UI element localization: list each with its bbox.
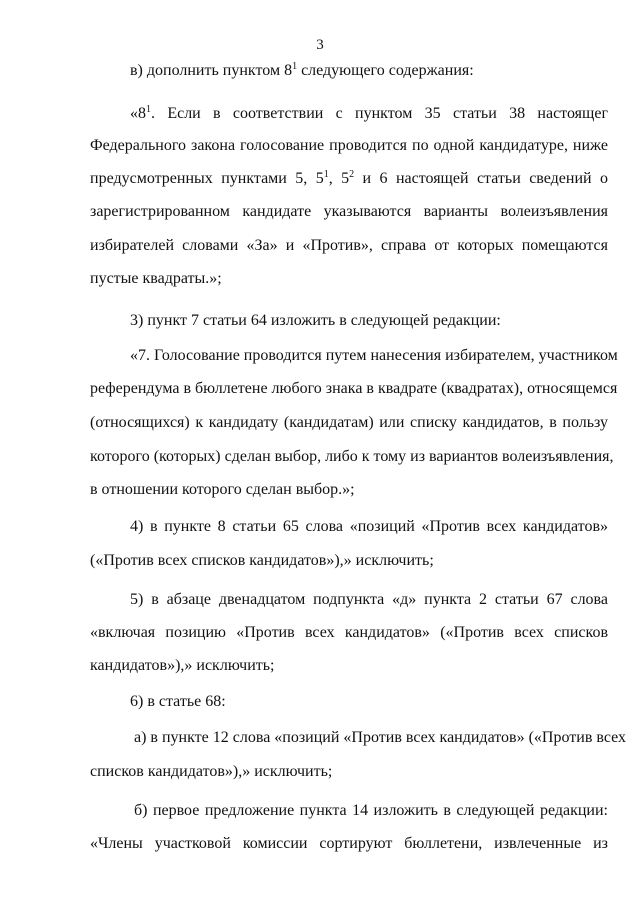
superscript: 1 — [146, 104, 151, 115]
text-line — [134, 728, 627, 748]
superscript: 1 — [323, 169, 329, 180]
text-line — [90, 269, 222, 289]
text-line — [90, 480, 355, 500]
text-run: пустые квадраты.»; — [90, 270, 222, 287]
text-run: «включая позицию «Против всех кандидатов» («Против всех списков — [90, 624, 608, 641]
text-run: 3) пункт 7 статьи 64 изложить в следующей редакции: — [130, 312, 501, 329]
text-line — [90, 656, 275, 676]
text-line — [90, 623, 608, 643]
text-line — [90, 236, 608, 256]
text-run: . Если в соответствии с пунктом 35 статьи 38 настоящег — [151, 105, 608, 122]
text-run: в отношении которого сделан выбор.»; — [90, 481, 355, 498]
text-line — [130, 61, 474, 81]
superscript: 2 — [349, 169, 355, 180]
text-line — [130, 346, 618, 366]
text-run: следующего содержания: — [297, 62, 474, 79]
text-line — [90, 202, 608, 222]
text-run: 5) в абзаце двенадцатом подпункта «д» пункта 2 статьи 67 слова — [130, 591, 608, 608]
text-line — [130, 692, 226, 712]
text-run: б) первое предложение пункта 14 изложить в следующей редакции: — [134, 802, 608, 819]
text-run: зарегистрированном кандидате указываются варианты волеизъявления — [90, 203, 608, 220]
text-run: «8 — [130, 105, 146, 122]
text-line — [90, 169, 608, 189]
text-run: («Против всех списков кандидатов»),» исключить; — [90, 552, 434, 569]
text-line — [134, 801, 608, 821]
page-number: 3 — [316, 37, 324, 53]
text-line — [90, 447, 614, 467]
text-run: 4) в пункте 8 статьи 65 слова «позиций «Против всех кандидатов» — [130, 518, 608, 535]
text-line — [90, 136, 608, 156]
text-line — [90, 551, 434, 571]
text-line — [130, 104, 608, 124]
text-run: и 6 настоящей статьи сведений о — [354, 170, 609, 187]
text-line — [90, 834, 608, 854]
text-run: (относящихся) к кандидату (кандидатам) или списку кандидатов, в пользу — [90, 414, 608, 431]
text-line — [130, 311, 501, 331]
text-run: которого (которых) сделан выбор, либо к тому из вариантов волеизъявления, — [90, 448, 614, 465]
text-run: 6) в статье 68: — [130, 693, 226, 710]
superscript: 1 — [292, 61, 298, 72]
text-line — [90, 762, 332, 782]
text-run: списков кандидатов»),» исключить; — [90, 763, 333, 780]
text-line — [130, 590, 608, 610]
text-run: предусмотренных пунктами 5, 5 — [90, 170, 324, 187]
text-run: в) дополнить пунктом 8 — [130, 62, 293, 79]
text-line — [90, 379, 618, 399]
text-run: референдума в бюллетене любого знака в квадрате (квадратах), относящемся — [90, 380, 618, 397]
text-run: кандидатов»),» исключить; — [90, 657, 275, 674]
text-line — [130, 517, 608, 537]
text-run: «7. Голосование проводится путем нанесения избирателем, участником — [130, 347, 618, 364]
text-run: , 5 — [328, 170, 350, 187]
text-line — [90, 413, 608, 433]
text-run: «Члены участковой комиссии сортируют бюллетени, извлеченные из — [90, 835, 608, 852]
text-run: Федерального закона голосование проводится по одной кандидатуре, ниже — [90, 137, 608, 154]
text-run: избирателей словами «За» и «Против», справа от которых помещаются — [90, 237, 608, 254]
text-run: а) в пункте 12 слова «позиций «Против всех кандидатов» («Против всех — [134, 729, 627, 746]
